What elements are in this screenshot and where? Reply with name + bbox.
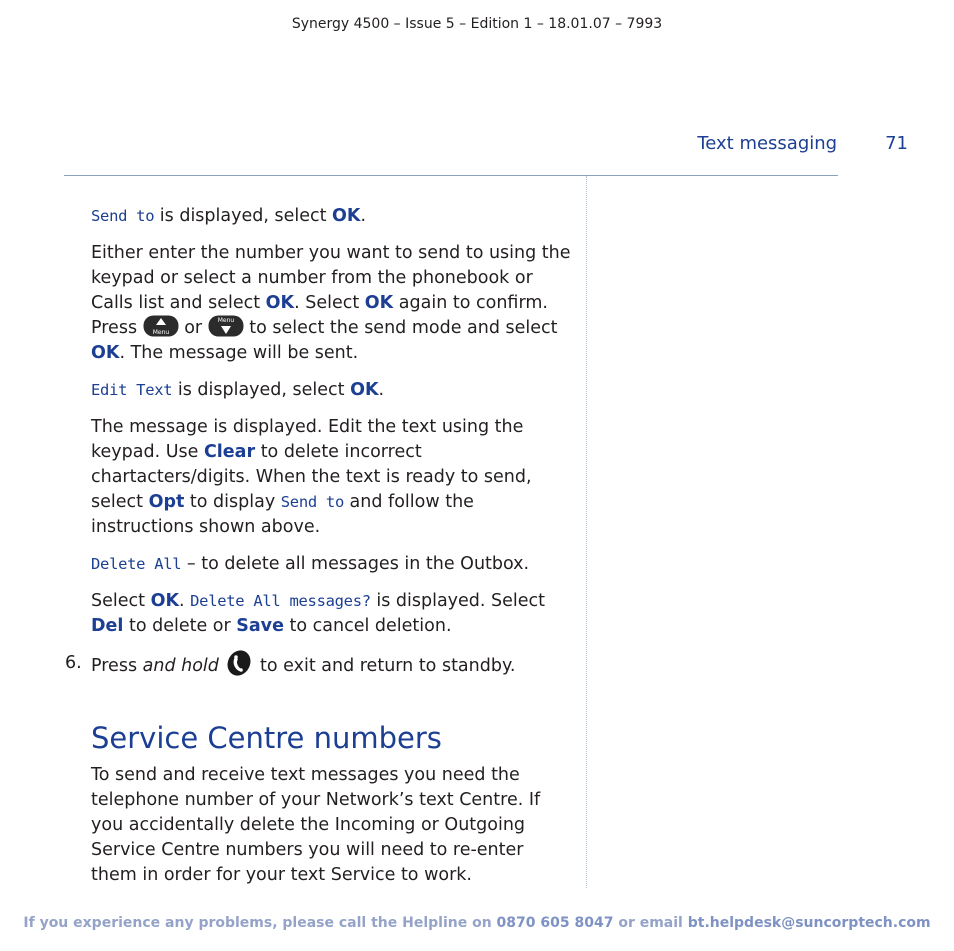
document-header: Synergy 4500 – Issue 5 – Edition 1 – 18.01.07 – 7993 bbox=[291, 16, 663, 32]
key-label: Opt bbox=[148, 492, 185, 512]
key-label: OK bbox=[350, 380, 379, 400]
menu-up-label: Menu bbox=[152, 329, 169, 336]
paragraph-edit-text: Edit Text is displayed, select OK. bbox=[91, 380, 385, 400]
lcd-text: Delete All bbox=[91, 555, 182, 573]
lcd-text: Send to bbox=[280, 493, 344, 511]
lcd-text: Delete All messages? bbox=[190, 592, 371, 610]
step-number: 6. bbox=[65, 653, 82, 673]
key-label: OK bbox=[150, 591, 179, 611]
paragraph-service-centre: To send and receive text messages you need the telephone number of your Network’s text Centre. If you accidentally delete the Incoming or Outgoing Service Centre numbers you will need to re-enter them in order for your text Service to work. bbox=[91, 765, 541, 885]
section-title: Service Centre numbers bbox=[91, 721, 442, 755]
paragraph-send-to: Send to is displayed, select OK. bbox=[91, 206, 367, 226]
key-label: OK bbox=[332, 206, 361, 226]
header-rule bbox=[64, 175, 838, 176]
end-call-phone-icon bbox=[224, 648, 254, 678]
paragraph-delete-confirm: Select OK. Delete All messages? is displayed. Select Del to delete or Save to cancel deletion. bbox=[91, 591, 546, 636]
running-head bbox=[697, 133, 908, 154]
key-label: OK bbox=[91, 343, 120, 363]
column-divider bbox=[586, 176, 587, 888]
helpline-phone: 0870 605 8047 bbox=[496, 915, 614, 931]
menu-down-icon bbox=[208, 315, 244, 337]
helpline-footer: If you experience any problems, please call the Helpline on 0870 605 8047 or email bt.helpdesk@suncorptech.com bbox=[23, 915, 931, 931]
lcd-text: Edit Text bbox=[91, 381, 173, 399]
main-content bbox=[65, 204, 571, 900]
paragraph-enter-number: Either enter the number you want to send to using the keypad or select a number from the phonebook or Calls list and select OK. Select OK again to confirm. Press Menu or Menu to select the send mode and select OK. The message will be sent. bbox=[91, 243, 571, 363]
key-label: Del bbox=[91, 616, 124, 636]
menu-down-label: Menu bbox=[217, 317, 234, 324]
lcd-text: Send to bbox=[91, 207, 155, 225]
step-6: 6. Press and hold to exit and return to standby. bbox=[91, 651, 571, 681]
page-number: 71 bbox=[885, 133, 908, 154]
paragraph-edit-instructions: The message is displayed. Edit the text using the keypad. Use Clear to delete incorrect chartacters/digits. When the text is ready to send, select Opt to display Send to and follow the instructions shown above. bbox=[91, 417, 532, 537]
key-label: Save bbox=[236, 616, 284, 636]
section-name: Text messaging bbox=[697, 133, 838, 154]
helpline-email: bt.helpdesk@suncorptech.com bbox=[687, 915, 931, 931]
paragraph-delete-all: Delete All – to delete all messages in the Outbox. bbox=[91, 554, 530, 574]
menu-up-icon bbox=[143, 315, 179, 337]
key-label: OK bbox=[364, 293, 394, 313]
key-label: Clear bbox=[203, 442, 256, 462]
key-label: OK bbox=[265, 293, 295, 313]
